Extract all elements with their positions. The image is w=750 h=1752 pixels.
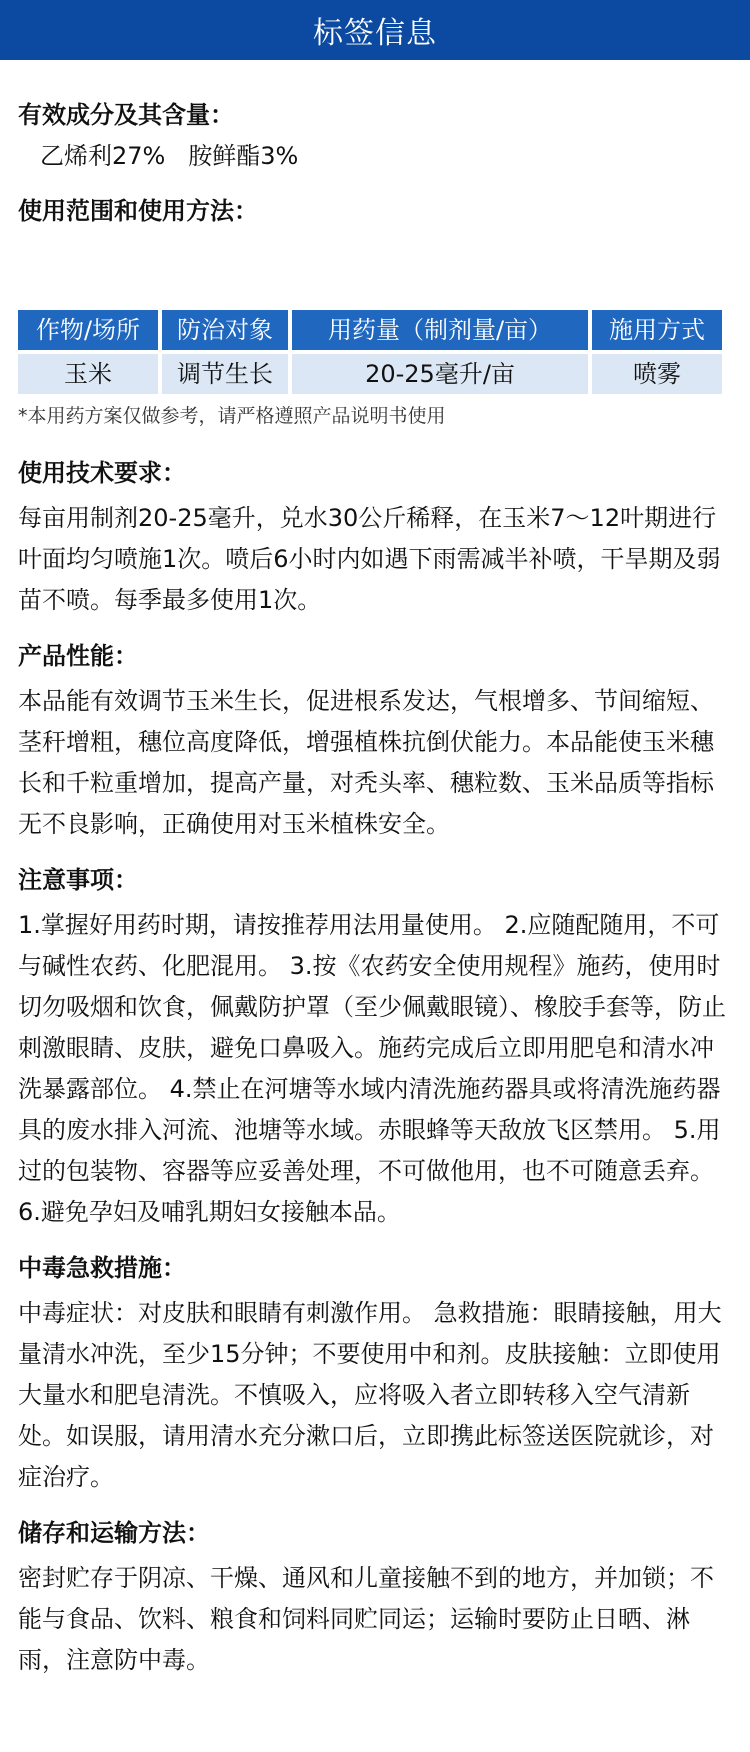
- usage-table: [14, 306, 726, 398]
- usage-scope-section: [18, 194, 732, 430]
- usage-note: *本用药方案仅做参考，请严格遵照产品说明书使用: [18, 405, 446, 427]
- active-ingredients-title: 有效成分及其含量：: [18, 101, 234, 129]
- technical-requirements-text: 每亩用制剂20-25毫升，兑水30公斤稀释，在玉米7～12叶期进行叶面均匀喷施1次。喷后6小时内如遇下雨需减半补喷，干旱期及弱苗不喷。每季最多使用1次。: [18, 504, 721, 614]
- page-title: 标签信息: [313, 16, 437, 51]
- usage-table-header-target: 防治对象: [162, 310, 288, 350]
- storage-text: 密封贮存于阴凉、干燥、通风和儿童接触不到的地方，并加锁；不能与食品、饮料、粮食和饲料同贮同运；运输时要防止日晒、淋雨，注意防中毒。: [18, 1564, 714, 1674]
- usage-table-cell-target: 调节生长: [162, 354, 288, 394]
- label-content: [0, 60, 750, 1681]
- product-performance-title: 产品性能：: [18, 642, 138, 670]
- precautions-section: [18, 863, 732, 1233]
- usage-table-header-crop: 作物/场所: [18, 310, 158, 350]
- first-aid-title: 中毒急救措施：: [18, 1254, 186, 1282]
- usage-table-cell-method: 喷雾: [592, 354, 722, 394]
- product-performance-text: 本品能有效调节玉米生长，促进根系发达，气根增多、节间缩短、茎秆增粗，穗位高度降低，增强植株抗倒伏能力。本品能使玉米穗长和千粒重增加，提高产量，对秃头率、穗粒数、玉米品质等指标无不良影响，正确使用对玉米植株安全。: [18, 687, 714, 838]
- usage-scope-title: 使用范围和使用方法：: [18, 197, 258, 225]
- usage-scope-spacer: [18, 228, 732, 306]
- technical-requirements-section: [18, 456, 732, 621]
- active-ingredients-value: 乙烯利27% 胺鲜酯3%: [40, 142, 299, 170]
- product-performance-section: [18, 639, 732, 845]
- usage-table-header-method: 施用方式: [592, 310, 722, 350]
- first-aid-section: [18, 1251, 732, 1498]
- usage-table-cell-crop: 玉米: [18, 354, 158, 394]
- table-row: [18, 354, 722, 394]
- first-aid-text: 中毒症状：对皮肤和眼睛有刺激作用。 急救措施：眼睛接触，用大量清水冲洗，至少15分钟；不要使用中和剂。皮肤接触：立即使用大量水和肥皂清洗。不慎吸入，应将吸入者立即转移入空气清新处。如误服，请用清水充分漱口后，立即携此标签送医院就诊，对症治疗。: [18, 1299, 722, 1491]
- technical-requirements-title: 使用技术要求：: [18, 459, 186, 487]
- page-header: [0, 0, 750, 60]
- usage-table-header-row: [18, 310, 722, 350]
- usage-table-header-dosage: 用药量（制剂量/亩）: [292, 310, 588, 350]
- active-ingredients-section: [18, 98, 732, 176]
- storage-section: [18, 1516, 732, 1681]
- precautions-text: 1.掌握好用药时期，请按推荐用法用量使用。 2.应随配随用，不可与碱性农药、化肥混用。 3.按《农药安全使用规程》施药，使用时切勿吸烟和饮食，佩戴防护罩（至少佩戴眼镜）、橡胶手套等，防止刺激眼睛、皮肤，避免口鼻吸入。施药完成后立即用肥皂和清水冲洗暴露部位。 4.禁止在河塘等水域内清洗施药器具或将清洗施药器具的废水排入河流、池塘等水域。赤眼蜂等天敌放飞区禁用。 5.用过的包装物、容器等应妥善处理，不可做他用，也不可随意丢弃。 6.避免孕妇及哺乳期妇女接触本品。: [18, 911, 726, 1226]
- precautions-title: 注意事项：: [18, 866, 138, 894]
- usage-table-cell-dosage: 20-25毫升/亩: [292, 354, 588, 394]
- storage-title: 储存和运输方法：: [18, 1519, 210, 1547]
